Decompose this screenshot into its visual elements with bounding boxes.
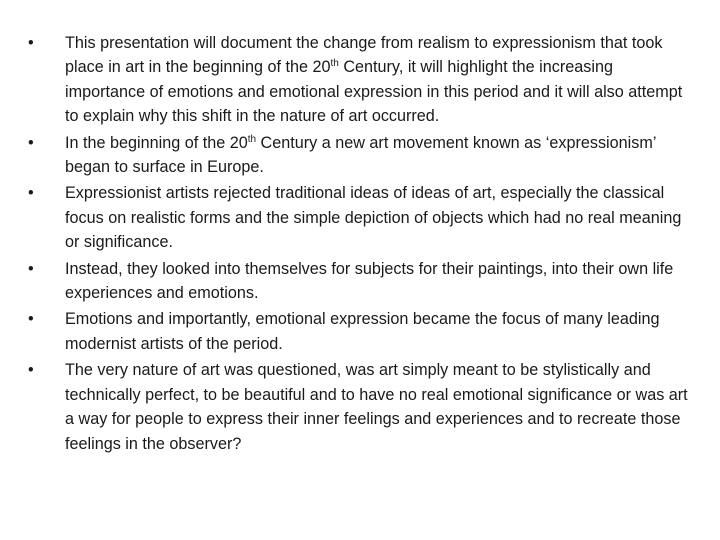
bullet-list [28, 31, 690, 458]
bullet-text: This presentation will document the change from realism to expressionism that took place in art in the beginning of the 20th Century, it will highlight the increasing importance of emotions and emotional expression in this period and it will also attempt to explain why this shift in the nature of art occurred. [65, 34, 683, 126]
bullet-text: In the beginning of the 20th Century a new art movement known as ‘expressionism’ began to surface in Europe. [65, 133, 656, 177]
bullet-icon: • [28, 34, 34, 52]
ordinal-suffix: th [247, 133, 257, 145]
bullet-item [28, 257, 690, 306]
bullet-icon: • [28, 133, 34, 152]
bullet-icon: • [28, 184, 34, 203]
bullet-icon: • [28, 259, 34, 278]
bullet-icon: • [28, 361, 34, 380]
bullet-text: Emotions and importantly, emotional expression became the focus of many leading modernist artists of the period. [65, 310, 660, 353]
bullet-text: The very nature of art was questioned, was art simply meant to be stylistically and technically perfect, to be beautiful and to have no real emotional significance or was art a way for people to express their inner feelings and experiences and to recreate those feelings in the observer? [65, 361, 688, 453]
bullet-icon: • [28, 310, 34, 329]
bullet-text: Instead, they looked into themselves for subjects for their paintings, into their own life experiences and emotions. [65, 259, 674, 303]
bullet-item [28, 131, 690, 180]
bullet-item [28, 307, 690, 356]
bullet-text: Expressionist artists rejected traditional ideas of ideas of art, especially the classical focus on realistic forms and the simple depiction of objects which had no real meaning or significance. [65, 184, 682, 252]
bullet-item [28, 31, 690, 129]
ordinal-suffix: th [330, 58, 339, 70]
bullet-item [28, 181, 690, 254]
bullet-item [28, 358, 690, 456]
